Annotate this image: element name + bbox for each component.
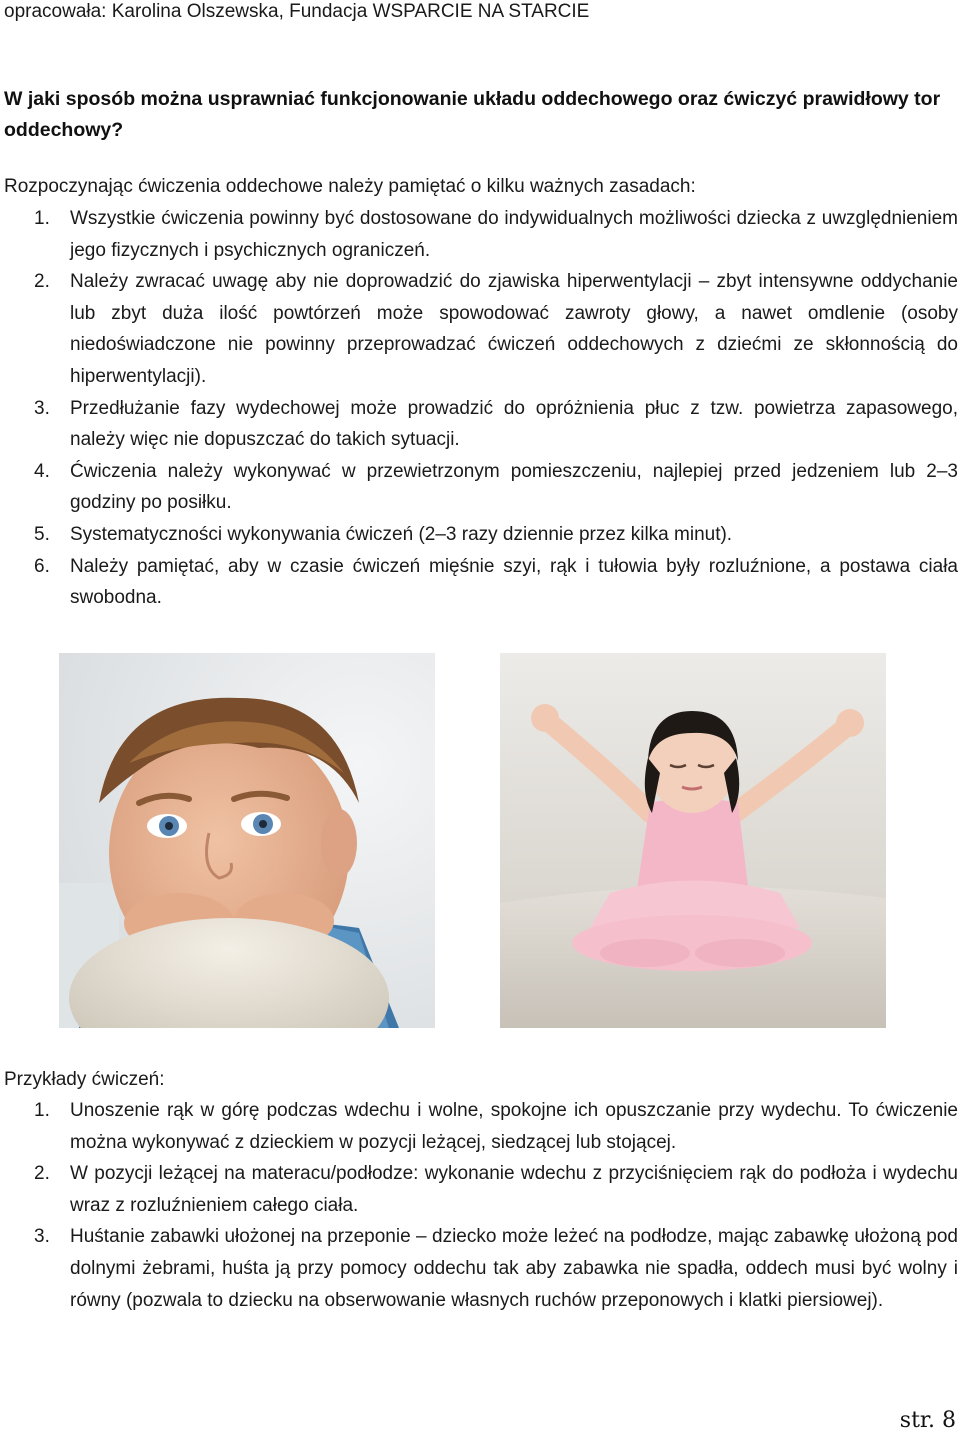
examples-heading: Przykłady ćwiczeń:	[4, 1069, 165, 1090]
list-item-number: 1.	[34, 1100, 50, 1121]
rules-list	[0, 203, 958, 614]
list-item-number: 6.	[34, 555, 50, 577]
list-item	[0, 519, 958, 551]
list-item	[0, 551, 958, 614]
rules-intro: Rozpoczynając ćwiczenia oddechowe należy pamiętać o kilku ważnych zasadach:	[4, 176, 696, 197]
list-item-text: Wszystkie ćwiczenia powinny być dostosowane do indywidualnych możliwości dziecka z uwzględnieniem jego fizycznych i psychicznych ograniczeń.	[70, 208, 958, 261]
list-item	[0, 1095, 958, 1158]
list-item-number: 2.	[34, 271, 50, 293]
list-item	[0, 393, 958, 456]
list-item-number: 5.	[34, 523, 50, 545]
photo-girl-arms-raised	[500, 653, 886, 1028]
page-number: str. 8	[899, 1408, 956, 1433]
author-line: opracowała: Karolina Olszewska, Fundacja WSPARCIE NA STARCIE	[4, 1, 590, 22]
list-item	[0, 266, 958, 392]
list-item-text: Unoszenie rąk w górę podczas wdechu i wolne, spokojne ich opuszczanie przy wydechu. To ćwiczenie można wykonywać z dzieckiem w pozycji leżącej, siedzącej lub stojącej.	[70, 1100, 958, 1153]
list-item-number: 3.	[34, 1226, 50, 1248]
list-item	[0, 1158, 958, 1221]
list-item-text: Ćwiczenia należy wykonywać w przewietrzonym pomieszczeniu, najlepiej przed jedzeniem lub 2–3 godziny po posiłku.	[70, 460, 958, 514]
list-item-text: Należy zwracać uwagę aby nie doprowadzić do zjawiska hiperwentylacji – zbyt intensywne oddychanie lub zbyt duża ilość powtórzeń może spowodować zawroty głowy, a nawet omdlenie (osoby niedoświadczone nie powinny przeprowadzać ćwiczeń oddechowych z dziećmi ze skłonnością do hiperwentylacji).	[70, 271, 958, 387]
list-item-text: Przedłużanie fazy wydechowej może prowadzić do opróżnienia płuc z tzw. powietrza zapasowego, należy więc nie dopuszczać do takich sytuacji.	[70, 397, 958, 451]
list-item-number: 4.	[34, 460, 50, 482]
list-item-text: Huśtanie zabawki ułożonej na przeponie – dziecko może leżeć na podłodze, mając zabawkę ułożoną pod dolnymi żebrami, huśta ją przy pomocy oddechu tak aby zabawka nie spadła, oddech musi być wolny i równy (pozwala to dziecku na obserwowanie własnych ruchów przeponowych i klatki piersiowej).	[70, 1226, 958, 1311]
list-item-number: 3.	[34, 397, 50, 419]
list-item-text: Należy pamiętać, aby w czasie ćwiczeń mięśnie szyi, rąk i tułowia były rozluźnione, a postawa ciała swobodna.	[70, 555, 958, 609]
examples-list	[0, 1095, 958, 1316]
list-item-text: W pozycji leżącej na materacu/podłodze: wykonanie wdechu z przyciśnięciem rąk do podłoża i wydechu wraz z rozluźnieniem całego ciała.	[70, 1163, 958, 1216]
photo-boy-blowing-balloon	[59, 653, 435, 1028]
list-item	[0, 456, 958, 519]
list-item-number: 2.	[34, 1163, 50, 1185]
list-item	[0, 203, 958, 266]
section-question: W jaki sposób można usprawniać funkcjonowanie układu oddechowego oraz ćwiczyć prawidłowy tor oddechowy?	[4, 88, 941, 141]
list-item-text: Systematyczności wykonywania ćwiczeń (2–3 razy dziennie przez kilka minut).	[70, 523, 733, 545]
list-item	[0, 1221, 958, 1316]
list-item-number: 1.	[34, 208, 50, 229]
